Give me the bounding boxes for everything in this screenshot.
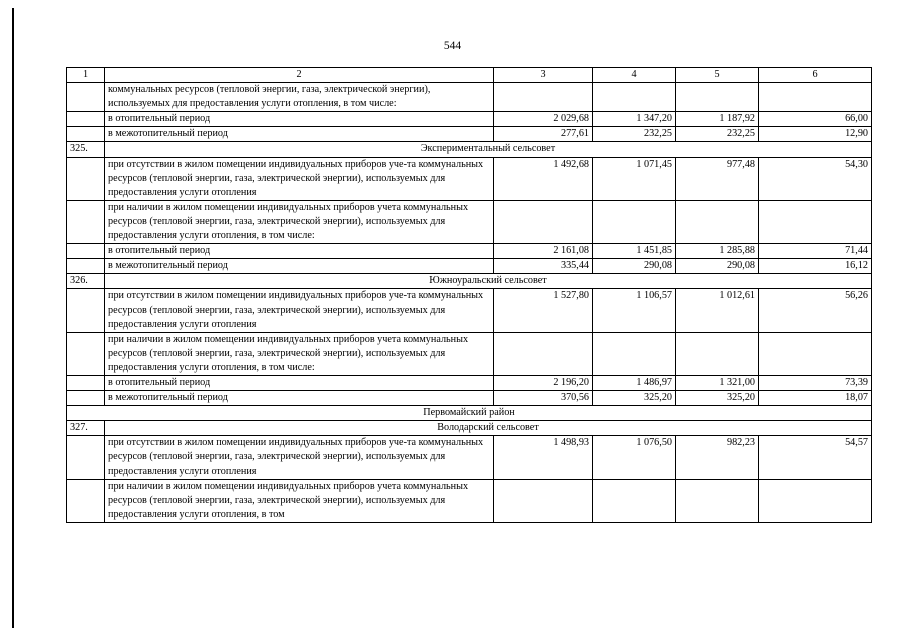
value-cell: 16,12 <box>759 259 872 274</box>
table-row <box>67 332 872 375</box>
section-title: Володарский сельсовет <box>105 421 872 436</box>
section-number: 327. <box>67 421 105 436</box>
section-title: Южноуральский сельсовет <box>105 274 872 289</box>
value-cell: 66,00 <box>759 112 872 127</box>
row-description: при отсутствии в жилом помещении индивидуальных приборов уче-та коммунальных ресурсов (тепловой энергии, газа, электрической энергии), используемых для предоставления услуги отопления <box>105 157 494 200</box>
value-cell: 1 347,20 <box>593 112 676 127</box>
value-cell: 290,08 <box>676 259 759 274</box>
header-row <box>67 68 872 83</box>
value-cell: 325,20 <box>676 391 759 406</box>
value-cell: 12,90 <box>759 127 872 142</box>
value-cell: 1 451,85 <box>593 244 676 259</box>
header-cell: 3 <box>494 68 593 83</box>
header-cell: 1 <box>67 68 105 83</box>
row-description: при отсутствии в жилом помещении индивидуальных приборов уче-та коммунальных ресурсов (тепловой энергии, газа, электрической энергии), используемых для предоставления услуги отопления <box>105 289 494 332</box>
value-cell: 1 285,88 <box>676 244 759 259</box>
row-description: при наличии в жилом помещении индивидуальных приборов учета коммунальных ресурсов (тепловой энергии, газа, электрической энергии), используемых для предоставления услуги отопления, в том числе: <box>105 200 494 243</box>
value-cell: 325,20 <box>593 391 676 406</box>
table-row <box>67 436 872 479</box>
value-cell: 71,44 <box>759 244 872 259</box>
value-cell: 982,23 <box>676 436 759 479</box>
value-cell: 1 486,97 <box>593 375 676 390</box>
district-title: Первомайский район <box>67 406 872 421</box>
value-cell: 232,25 <box>593 127 676 142</box>
table-row <box>67 157 872 200</box>
header-cell: 5 <box>676 68 759 83</box>
row-description: при отсутствии в жилом помещении индивидуальных приборов уче-та коммунальных ресурсов (тепловой энергии, газа, электрической энергии), используемых для предоставления услуги отопления <box>105 436 494 479</box>
row-description: в межотопительный период <box>105 391 494 406</box>
value-cell: 2 029,68 <box>494 112 593 127</box>
row-description: в отопительный период <box>105 112 494 127</box>
section-number: 326. <box>67 274 105 289</box>
page-number: 544 <box>443 40 462 52</box>
row-description: при наличии в жилом помещении индивидуальных приборов учета коммунальных ресурсов (тепловой энергии, газа, электрической энергии), используемых для предоставления услуги отопления, в том числе: <box>105 332 494 375</box>
value-cell: 1 071,45 <box>593 157 676 200</box>
value-cell: 335,44 <box>494 259 593 274</box>
row-description: в межотопительный период <box>105 259 494 274</box>
value-cell: 54,57 <box>759 436 872 479</box>
table-row <box>67 375 872 390</box>
value-cell: 232,25 <box>676 127 759 142</box>
value-cell: 1 012,61 <box>676 289 759 332</box>
value-cell: 73,39 <box>759 375 872 390</box>
row-description: коммунальных ресурсов (тепловой энергии, газа, электрической энергии), используемых для предоставления услуги отопления, в том числе: <box>105 83 494 112</box>
value-cell: 2 161,08 <box>494 244 593 259</box>
value-cell: 1 076,50 <box>593 436 676 479</box>
left-margin-line <box>12 8 14 628</box>
header-cell: 6 <box>759 68 872 83</box>
district-row <box>67 406 872 421</box>
table-row <box>67 391 872 406</box>
value-cell: 2 196,20 <box>494 375 593 390</box>
table-row <box>67 112 872 127</box>
value-cell: 54,30 <box>759 157 872 200</box>
table-row <box>67 289 872 332</box>
table-row <box>67 127 872 142</box>
value-cell: 977,48 <box>676 157 759 200</box>
header-cell: 4 <box>593 68 676 83</box>
table-row <box>67 200 872 243</box>
row-description: в отопительный период <box>105 244 494 259</box>
value-cell: 1 321,00 <box>676 375 759 390</box>
row-description: при наличии в жилом помещении индивидуальных приборов учета коммунальных ресурсов (тепловой энергии, газа, электрической энергии), используемых для предоставления услуги отопления, в том <box>105 479 494 522</box>
value-cell: 1 106,57 <box>593 289 676 332</box>
tariff-table <box>66 67 872 523</box>
value-cell: 277,61 <box>494 127 593 142</box>
row-description: в отопительный период <box>105 375 494 390</box>
header-cell: 2 <box>105 68 494 83</box>
value-cell: 1 187,92 <box>676 112 759 127</box>
section-title: Экспериментальный сельсовет <box>105 142 872 157</box>
value-cell: 370,56 <box>494 391 593 406</box>
table-row <box>67 83 872 112</box>
section-row <box>67 274 872 289</box>
table-row <box>67 244 872 259</box>
table-row <box>67 259 872 274</box>
section-row <box>67 421 872 436</box>
value-cell: 18,07 <box>759 391 872 406</box>
value-cell: 290,08 <box>593 259 676 274</box>
section-row <box>67 142 872 157</box>
value-cell: 56,26 <box>759 289 872 332</box>
table-row <box>67 479 872 522</box>
row-description: в межотопительный период <box>105 127 494 142</box>
value-cell: 1 492,68 <box>494 157 593 200</box>
section-number: 325. <box>67 142 105 157</box>
value-cell: 1 527,80 <box>494 289 593 332</box>
value-cell: 1 498,93 <box>494 436 593 479</box>
